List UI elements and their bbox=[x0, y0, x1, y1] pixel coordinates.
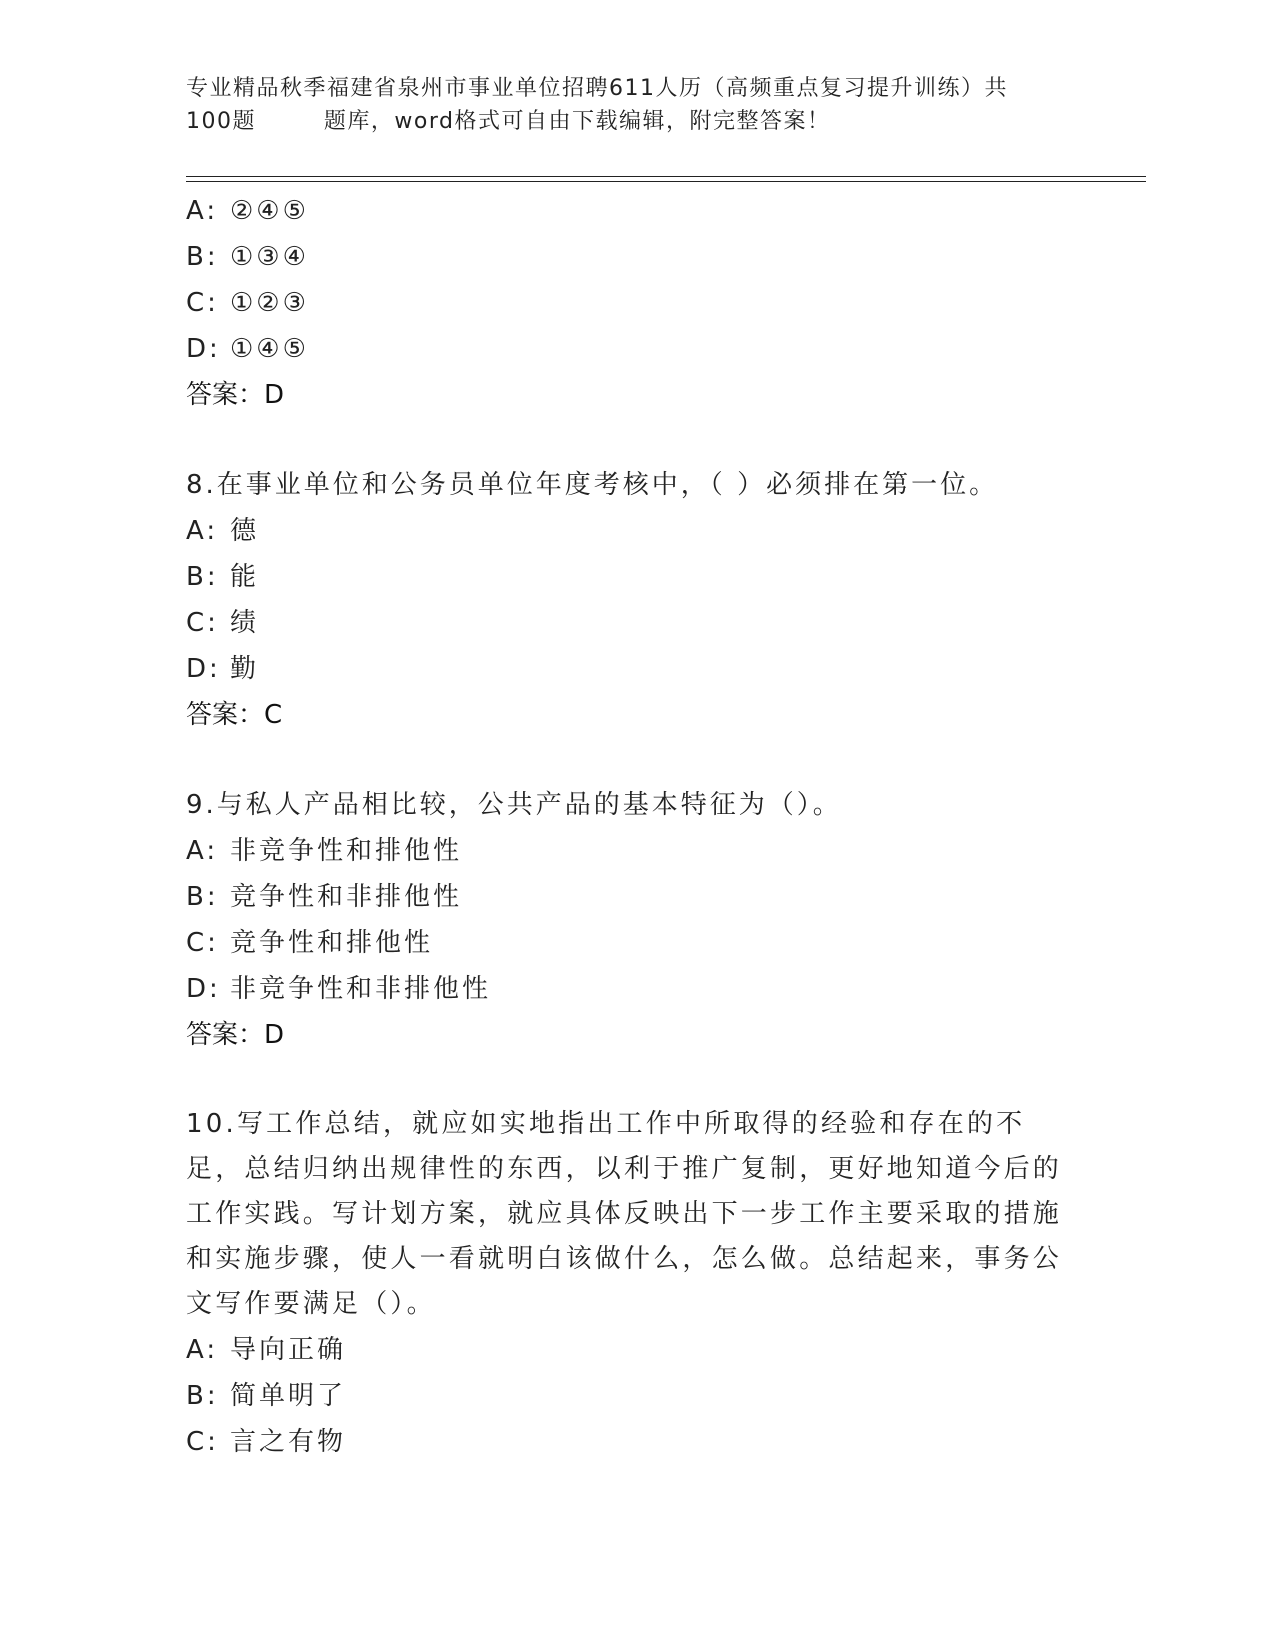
option-c bbox=[186, 920, 1066, 966]
option-c bbox=[186, 600, 1066, 646]
document-header bbox=[186, 72, 1066, 138]
option-label: B: bbox=[186, 882, 219, 912]
option-text: 导向正确 bbox=[230, 1335, 347, 1365]
option-label: C: bbox=[186, 1427, 219, 1457]
answer: 答案：D bbox=[186, 1020, 285, 1050]
option-text: 绩 bbox=[230, 608, 260, 638]
option-a bbox=[186, 1327, 1066, 1373]
option-label: C: bbox=[186, 608, 219, 638]
option-b bbox=[186, 554, 1066, 600]
option-a bbox=[186, 508, 1066, 554]
option-text: ①②③ bbox=[230, 288, 309, 318]
option-d bbox=[186, 646, 1066, 692]
option-text: ②④⑤ bbox=[230, 196, 309, 226]
option-text: 非竞争性和非排他性 bbox=[230, 974, 492, 1004]
option-text: 简单明了 bbox=[230, 1381, 347, 1411]
spacer bbox=[186, 738, 1066, 782]
spacer bbox=[186, 418, 1066, 462]
header-title-line-2: 100题 题库，word格式可自由下载编辑，附完整答案！ bbox=[186, 109, 831, 134]
option-label: D: bbox=[186, 334, 221, 364]
option-text: 勤 bbox=[230, 654, 260, 684]
option-label: B: bbox=[186, 242, 219, 272]
option-text: ①④⑤ bbox=[230, 334, 309, 364]
question-10 bbox=[186, 1102, 1066, 1465]
option-label: B: bbox=[186, 562, 219, 592]
answer: 答案：C bbox=[186, 700, 283, 730]
question-9 bbox=[186, 782, 1066, 1058]
question-text: 8.在事业单位和公务员单位年度考核中，（ ）必须排在第一位。 bbox=[186, 470, 999, 500]
option-d bbox=[186, 966, 1066, 1012]
option-text: 竞争性和排他性 bbox=[230, 928, 434, 958]
header-divider-bottom bbox=[186, 181, 1146, 182]
option-c bbox=[186, 1419, 1066, 1465]
option-d bbox=[186, 326, 1066, 372]
spacer bbox=[186, 1058, 1066, 1102]
option-text: 非竞争性和排他性 bbox=[230, 836, 463, 866]
option-label: C: bbox=[186, 288, 219, 318]
question-text: 9.与私人产品相比较，公共产品的基本特征为（）。 bbox=[186, 790, 842, 820]
option-c bbox=[186, 280, 1066, 326]
option-label: A: bbox=[186, 196, 219, 226]
option-a bbox=[186, 828, 1066, 874]
question-7 bbox=[186, 188, 1066, 418]
option-text: 竞争性和非排他性 bbox=[230, 882, 463, 912]
option-label: A: bbox=[186, 836, 219, 866]
option-a bbox=[186, 188, 1066, 234]
option-text: 德 bbox=[230, 516, 260, 546]
header-divider-top bbox=[186, 176, 1146, 177]
option-text: 言之有物 bbox=[230, 1427, 347, 1457]
question-list bbox=[186, 188, 1066, 1465]
option-label: B: bbox=[186, 1381, 219, 1411]
option-label: C: bbox=[186, 928, 219, 958]
option-label: D: bbox=[186, 654, 221, 684]
question-text: 10.写工作总结，就应如实地指出工作中所取得的经验和存在的不足，总结归纳出规律性的东西，以利于推广复制，更好地知道今后的工作实践。写计划方案，就应具体反映出下一步工作主要采取的措施和实施步骤，使人一看就明白该做什么，怎么做。总结起来，事务公文写作要满足（）。 bbox=[186, 1109, 1063, 1319]
option-label: A: bbox=[186, 1335, 219, 1365]
header-title-line-1: 专业精品秋季福建省泉州市事业单位招聘611人历（高频重点复习提升训练）共 bbox=[186, 76, 1008, 101]
option-text: 能 bbox=[230, 562, 260, 592]
option-b bbox=[186, 234, 1066, 280]
option-b bbox=[186, 874, 1066, 920]
option-b bbox=[186, 1373, 1066, 1419]
answer: 答案：D bbox=[186, 380, 285, 410]
option-label: D: bbox=[186, 974, 221, 1004]
option-text: ①③④ bbox=[230, 242, 309, 272]
question-8 bbox=[186, 462, 1066, 738]
option-label: A: bbox=[186, 516, 219, 546]
